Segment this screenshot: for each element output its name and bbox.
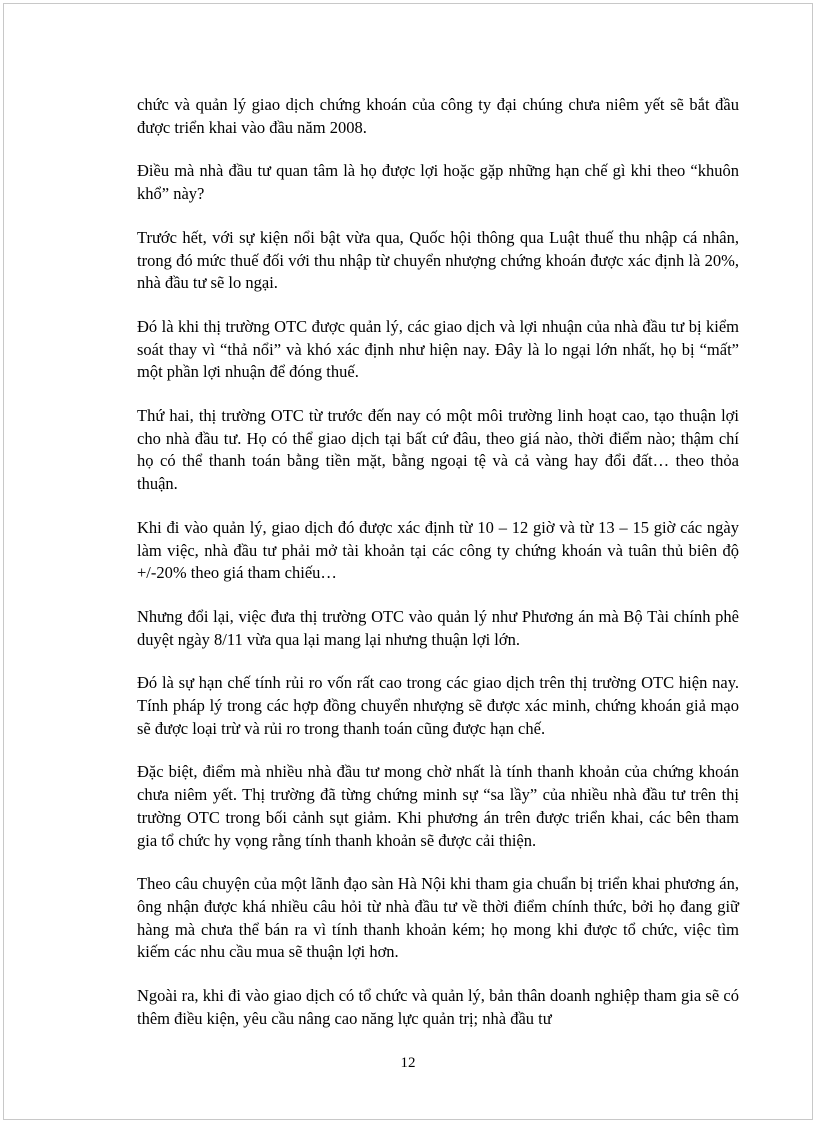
paragraph: Trước hết, với sự kiện nổi bật vừa qua, Quốc hội thông qua Luật thuế thu nhập cá nhân, trong đó mức thuế đối với thu nhập từ chuyển nhượng chứng khoán được xác định là 20%, nhà đầu tư sẽ lo ngại.	[137, 227, 739, 293]
document-body	[137, 94, 739, 1052]
paragraph: Điều mà nhà đầu tư quan tâm là họ được lợi hoặc gặp những hạn chế gì khi theo “khuôn khổ” này?	[137, 161, 739, 204]
paragraph: Nhưng đổi lại, việc đưa thị trường OTC vào quản lý như Phương án mà Bộ Tài chính phê duyệt ngày 8/11 vừa qua lại mang lại nhưng thuận lợi lớn.	[137, 606, 739, 649]
paragraph: Đó là sự hạn chế tính rủi ro vốn rất cao trong các giao dịch trên thị trường OTC hiện nay. Tính pháp lý trong các hợp đồng chuyển nhượng sẽ được xác minh, chứng khoán giả mạo sẽ được loại trừ và rủi ro trong thanh toán cũng được hạn chế.	[137, 673, 739, 738]
paragraph: Thứ hai, thị trường OTC từ trước đến nay có một môi trường linh hoạt cao, tạo thuận lợi cho nhà đầu tư. Họ có thể giao dịch tại bất cứ đâu, theo giá nào, thời điểm nào; thậm chí họ có thể thanh toán bằng tiền mặt, bằng ngoại tệ và cả vàng hay đổi đất… theo thỏa thuận.	[137, 406, 739, 494]
paragraph: chức và quản lý giao dịch chứng khoán của công ty đại chúng chưa niêm yết sẽ bắt đầu được triển khai vào đầu năm 2008.	[137, 95, 739, 137]
paragraph: Đặc biệt, điểm mà nhiều nhà đầu tư mong chờ nhất là tính thanh khoản của chứng khoán chưa niêm yết. Thị trường đã từng chứng minh sự “sa lầy” của nhiều nhà đầu tư trên thị trường OTC trong bối cảnh sụt giảm. Khi phương án trên được triển khai, các bên tham gia tổ chức hy vọng rằng tính thanh khoản sẽ được cải thiện.	[137, 762, 739, 850]
paragraph: Ngoài ra, khi đi vào giao dịch có tổ chức và quản lý, bản thân doanh nghiệp tham gia sẽ có thêm điều kiện, yêu cầu nâng cao năng lực quản trị; nhà đầu tư	[137, 986, 739, 1028]
paragraph: Theo câu chuyện của một lãnh đạo sàn Hà Nội khi tham gia chuẩn bị triển khai phương án, ông nhận được khá nhiều câu hỏi từ nhà đầu tư về thời điểm chính thức, bởi họ đang giữ hàng mà chưa thể bán ra vì tính thanh khoản kém; họ mong khi được tổ chức, việc tìm kiếm các nhu cầu mua sẽ thuận lợi hơn.	[137, 874, 739, 962]
paragraph: Khi đi vào quản lý, giao dịch đó được xác định từ 10 – 12 giờ và từ 13 – 15 giờ các ngày làm việc, nhà đầu tư phải mở tài khoản tại các công ty chứng khoán và tuân thủ biên độ +/-20% theo giá tham chiếu…	[137, 517, 739, 583]
paragraph: Đó là khi thị trường OTC được quản lý, các giao dịch và lợi nhuận của nhà đầu tư bị kiểm soát thay vì “thả nổi” và khó xác định như hiện nay. Đây là lo ngại lớn nhất, họ bị “mất” một phần lợi nhuận để đóng thuế.	[137, 316, 739, 382]
page-number: 12	[400, 1055, 416, 1071]
